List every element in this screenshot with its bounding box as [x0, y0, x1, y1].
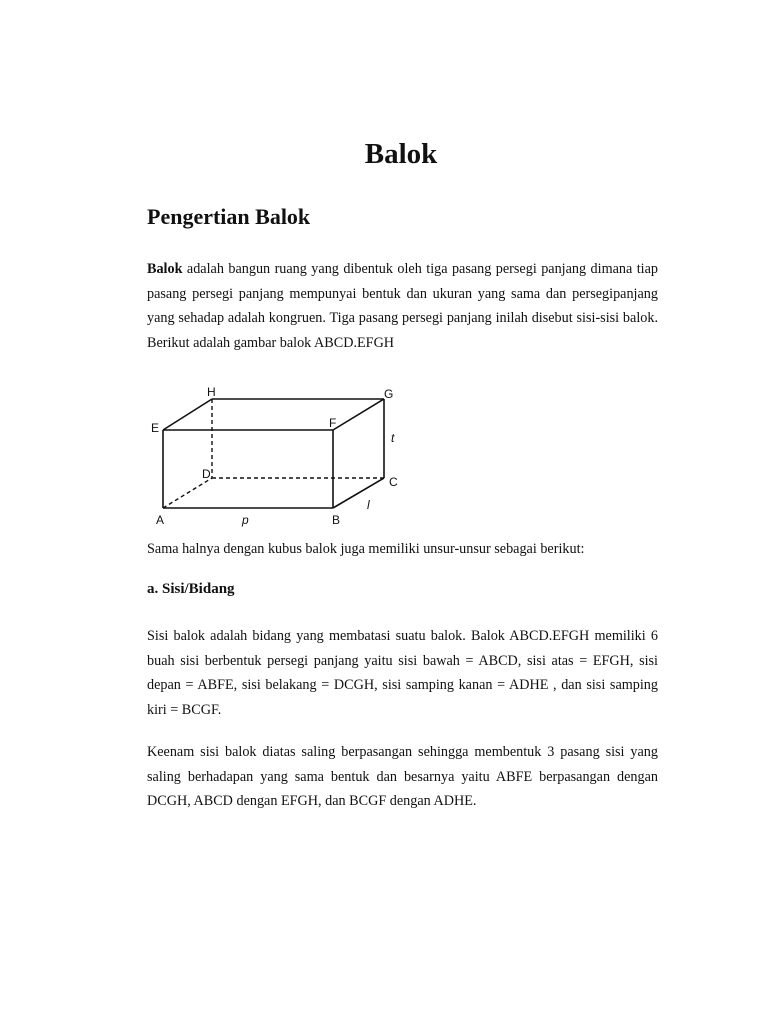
sisi-paragraph-2: Keenam sisi balok diatas saling berpasangan sehingga membentuk 3 pasang sisi yang saling berhadapan yang sama bentuk dan besarnya yaitu ABFE berpasangan dengan DCGH, ABCD dengan EFGH, dan BCGF dengan ADHE. — [147, 744, 658, 809]
edge-ad — [163, 478, 212, 508]
cuboid-figure — [146, 380, 408, 530]
edge-bc — [333, 478, 384, 508]
vertex-label-a: A — [156, 513, 165, 527]
sisi-paragraph-1: Sisi balok adalah bidang yang membatasi suatu balok. Balok ABCD.EFGH memiliki 6 buah sisi berbentuk persegi panjang yaitu sisi bawah = ABCD, sisi atas = EFGH, sisi depan = ABFE, sisi belakang = DCGH, sisi samping kanan = ADHE , dan sisi samping kiri = BCGF. — [147, 628, 658, 718]
subsection-heading-sisi: a. Sisi/Bidang — [147, 581, 235, 597]
edge-fg — [333, 399, 384, 430]
page-title: Balok — [364, 138, 438, 170]
vertex-label-e: E — [151, 421, 160, 435]
edge-eh — [163, 399, 212, 430]
vertex-label-g: G — [384, 387, 394, 401]
intro-paragraph — [147, 257, 658, 355]
vertex-label-f: F — [329, 416, 337, 430]
vertex-label-h: H — [207, 385, 216, 399]
section-heading-pengertian: Pengertian Balok — [147, 204, 311, 229]
vertex-label-d: D — [202, 467, 211, 481]
dimension-label-width: l — [367, 498, 370, 512]
vertex-label-c: C — [389, 475, 398, 489]
intro-bold-term: Balok — [147, 261, 183, 277]
cuboid-diagram — [146, 380, 408, 530]
intro-text: adalah bangun ruang yang dibentuk oleh tiga pasang persegi panjang dimana tiap pasang persegi panjang mempunyai bentuk dan ukuran yang sama dan persegipanjang yang sehadap adalah kongruen. Tiga pasang persegi panjang inilah disebut sisi-sisi balok. Berikut adalah gambar balok ABCD.EFGH — [147, 261, 658, 351]
vertex-label-b: B — [332, 513, 341, 527]
dimension-label-length: p — [242, 513, 249, 527]
after-figure-text: Sama halnya dengan kubus balok juga memiliki unsur-unsur sebagai berikut: — [147, 541, 585, 557]
dimension-label-height: t — [391, 431, 395, 445]
